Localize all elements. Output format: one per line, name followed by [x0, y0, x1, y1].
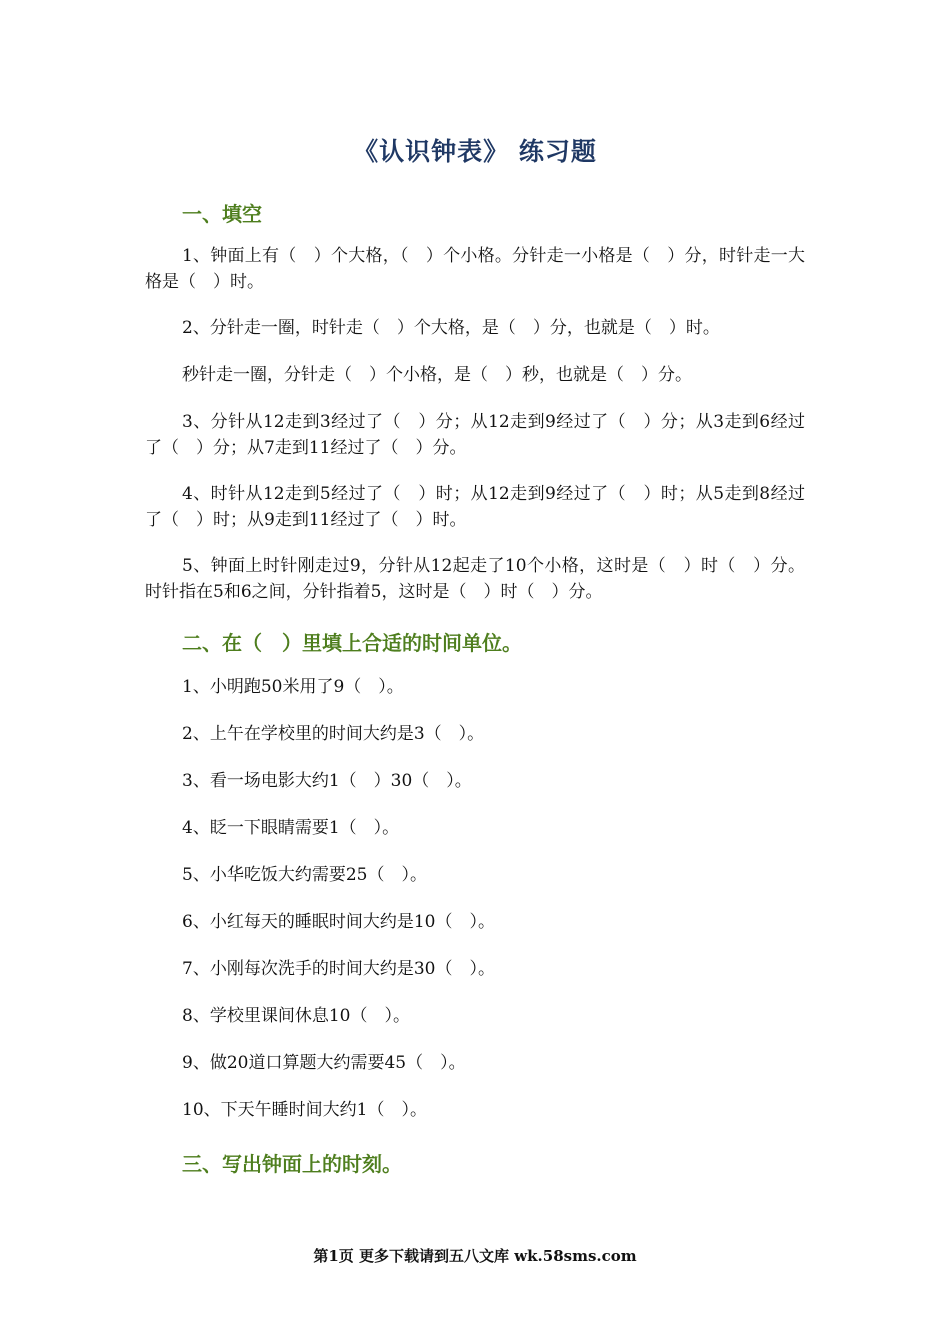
question-1-2b: 秒针走一圈，分针走（ ）个小格，是（ ）秒，也就是（ ）分。: [182, 365, 692, 385]
unit-item: 9、做20道口算题大约需要45（ ）。: [182, 1053, 466, 1073]
unit-item: 6、小红每天的睡眠时间大约是10（ ）。: [182, 912, 495, 932]
question-1-4: 4、时针从12走到5经过了（ ）时；从12走到9经过了（ ）时；从5走到8经过了（ ）时；从9走到11经过了（ ）时。: [145, 484, 805, 530]
unit-item: 2、上午在学校里的时间大约是3（ ）。: [182, 724, 485, 744]
section-2-heading: 二、在（ ）里填上合适的时间单位。: [182, 631, 522, 655]
section-3-heading: 三、写出钟面上的时刻。: [182, 1152, 402, 1176]
unit-item: 5、小华吃饭大约需要25（ ）。: [182, 865, 427, 885]
unit-item: 7、小刚每次洗手的时间大约是30（ ）。: [182, 959, 495, 979]
unit-item: 3、看一场电影大约1（ ）30（ ）。: [182, 771, 472, 791]
question-1-1: 1、钟面上有（ ）个大格，（ ）个小格。分针走一小格是（ ）分，时针走一大格是（ ）时。: [145, 246, 805, 292]
unit-item: 4、眨一下眼睛需要1（ ）。: [182, 818, 400, 838]
question-1-5: 5、钟面上时针刚走过9，分针从12起走了10个小格，这时是（ ）时（ ）分。时针指在5和6之间，分针指着5，这时是（ ）时（ ）分。: [145, 556, 805, 602]
unit-item: 1、小明跑50米用了9（ ）。: [182, 677, 404, 697]
unit-item: 8、学校里课间休息10（ ）。: [182, 1006, 410, 1026]
section-1-heading: 一、填空: [182, 202, 262, 226]
page-title: 《认识钟表》 练习题: [353, 137, 597, 166]
question-1-3: 3、分针从12走到3经过了（ ）分；从12走到9经过了（ ）分；从3走到6经过了（ ）分；从7走到11经过了（ ）分。: [145, 412, 805, 458]
page-footer: 第1页 更多下载请到五八文库 wk.58sms.com: [313, 1247, 637, 1265]
question-1-2: 2、分针走一圈，时针走（ ）个大格，是（ ）分，也就是（ ）时。: [182, 318, 720, 338]
unit-item: 10、下天午睡时间大约1（ ）。: [182, 1100, 427, 1120]
